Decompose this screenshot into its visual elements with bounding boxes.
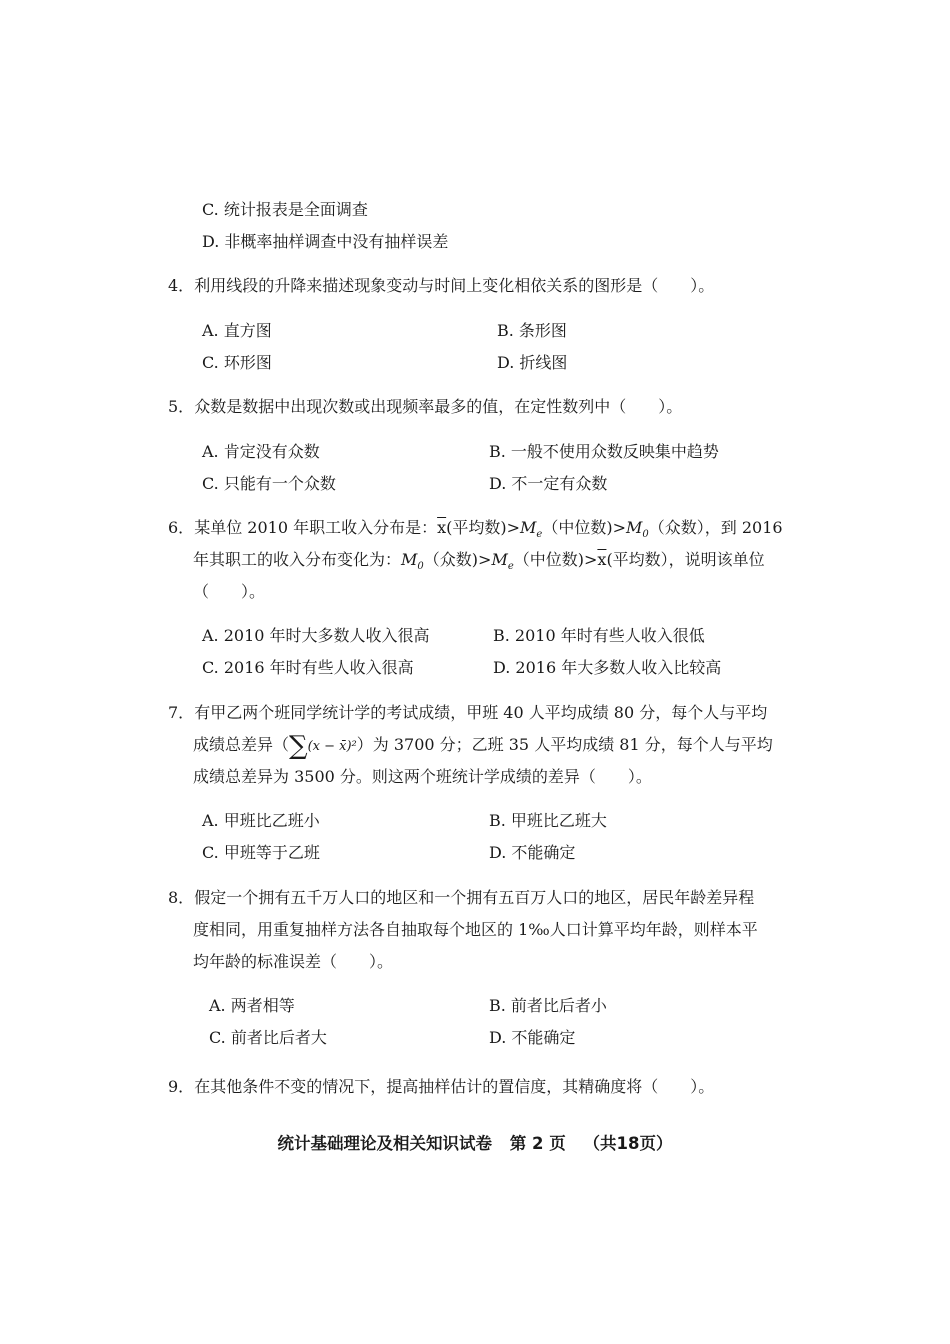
question-8-line-1 <box>168 888 754 908</box>
question-number: 8． <box>168 888 195 907</box>
mode-symbol: M <box>401 550 418 569</box>
subscript: 0 <box>642 529 649 541</box>
question-text: （众数)> <box>423 550 492 569</box>
question-7-line-1 <box>168 703 767 723</box>
page-footer <box>0 1130 950 1154</box>
option-c: C. 2016 年时有些人收入很高 <box>202 658 414 677</box>
subscript: e <box>536 529 543 541</box>
question-stem: 众数是数据中出现次数或出现频率最多的值，在定性数列中（ ）。 <box>194 397 683 416</box>
option-a: A. 肯定没有众数 <box>202 442 320 461</box>
question-5 <box>168 397 682 417</box>
question-text: （中位数)> <box>542 518 626 537</box>
question-6-line-1 <box>168 518 783 545</box>
option-a: A. 2010 年时大多数人收入很高 <box>202 626 430 645</box>
option-b: B. 前者比后者小 <box>489 996 607 1015</box>
question-stem: 利用线段的升降来描述现象变动与时间上变化相依关系的图形是（ ）。 <box>194 276 715 295</box>
question-text: (平均数），说明该单位 <box>606 550 765 569</box>
option-b: B. 一般不使用众数反映集中趋势 <box>489 442 719 461</box>
question-7-line-2 <box>193 731 773 761</box>
option-a: A. 直方图 <box>202 321 272 340</box>
option-d: D. 不一定有众数 <box>489 474 608 493</box>
option-b: B. 条形图 <box>497 321 567 340</box>
question-number: 6． <box>168 518 195 537</box>
option-c: C. 环形图 <box>202 353 272 372</box>
exam-title: 统计基础理论及相关知识试卷 <box>277 1134 493 1153</box>
option-a: A. 甲班比乙班小 <box>202 811 320 830</box>
question-stem: 在其他条件不变的情况下，提高抽样估计的置信度，其精确度将（ ）。 <box>194 1077 715 1096</box>
mean-symbol: $\overline{x}$ <box>597 550 607 569</box>
question-text: (平均数)> <box>446 518 521 537</box>
question-9 <box>168 1077 714 1097</box>
option-c: C. 前者比后者大 <box>209 1028 327 1047</box>
question-8-line-2: 度相同，用重复抽样方法各自抽取每个地区的 1‰人口计算平均年龄，则样本平 <box>193 920 758 939</box>
question-6-line-2 <box>193 550 765 577</box>
question-text: 某单位 2010 年职工收入分布是： <box>194 518 438 537</box>
subscript: e <box>507 561 514 573</box>
option-b: B. 2010 年时有些人收入很低 <box>493 626 705 645</box>
median-symbol: M <box>520 518 537 537</box>
option-d: D. 不能确定 <box>489 1028 576 1047</box>
question-text: 年其职工的收入分布变化为： <box>193 550 402 569</box>
question-text: 假定一个拥有五千万人口的地区和一个拥有五百万人口的地区，居民年龄差异程 <box>194 888 755 907</box>
sigma-symbol: ∑ <box>289 731 308 761</box>
question-text: （中位数)> <box>513 550 598 569</box>
question-number: 7． <box>168 703 195 722</box>
option-c: C. 统计报表是全面调查 <box>202 200 368 219</box>
question-text: （众数），到 2016 <box>648 518 783 537</box>
option-b: B. 甲班比乙班大 <box>489 811 607 830</box>
question-8-line-3: 均年龄的标准误差（ ）。 <box>193 952 394 971</box>
subscript: 0 <box>417 561 424 573</box>
question-6-line-3: （ ）。 <box>193 582 266 601</box>
question-text: 成绩总差异（ <box>193 735 290 754</box>
question-text: 有甲乙两个班同学统计学的考试成绩，甲班 40 人平均成绩 80 分，每个人与平均 <box>194 703 768 722</box>
option-a: A. 两者相等 <box>209 996 295 1015</box>
option-c: C. 甲班等于乙班 <box>202 843 320 862</box>
option-d: D. 不能确定 <box>489 843 576 862</box>
page-number: 第 2 页 <box>509 1134 566 1153</box>
mode-symbol: M <box>626 518 643 537</box>
option-d: D. 2016 年大多数人收入比较高 <box>493 658 722 677</box>
question-number: 4． <box>168 276 195 295</box>
formula: (x − x̄)² <box>307 739 357 754</box>
question-7-line-3: 成绩总差异为 3500 分。则这两个班统计学成绩的差异（ ）。 <box>193 767 652 786</box>
question-text: ）为 3700 分；乙班 35 人平均成绩 81 分，每个人与平均 <box>356 735 773 754</box>
option-c: C. 只能有一个众数 <box>202 474 336 493</box>
option-d: D. 非概率抽样调查中没有抽样误差 <box>202 232 449 251</box>
page-total: （共18页） <box>583 1134 673 1153</box>
median-symbol: M <box>491 550 508 569</box>
question-number: 9． <box>168 1077 195 1096</box>
question-4 <box>168 276 714 296</box>
option-d: D. 折线图 <box>497 353 568 372</box>
question-number: 5． <box>168 397 195 416</box>
mean-symbol: $\overline{x}$ <box>437 518 447 537</box>
